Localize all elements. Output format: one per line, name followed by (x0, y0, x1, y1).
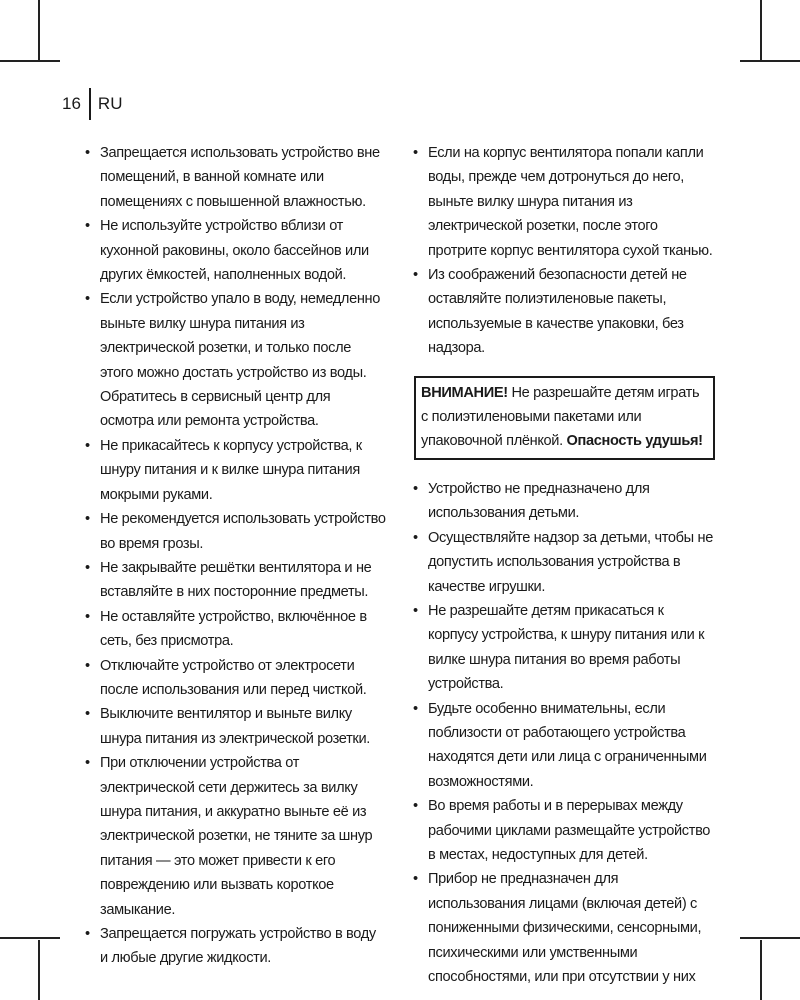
header-divider (89, 88, 91, 120)
crop-mark-top-right-horizontal (740, 60, 800, 62)
crop-mark-bottom-right-horizontal (740, 937, 800, 939)
warning-box (414, 376, 715, 460)
crop-mark-bottom-left (38, 940, 40, 1000)
right-bullet-list-top (412, 141, 715, 361)
list-item: • Из соображений безопасности детей не оставляйте полиэтиленовые пакеты, используемые в качестве упаковки, без надзора. (412, 263, 715, 361)
list-item: • Осуществляйте надзор за детьми, чтобы не допустить использования устройства в качестве игрушки. (412, 526, 715, 599)
crop-mark-bottom-left-horizontal (0, 937, 60, 939)
list-item: • Выключите вентилятор и выньте вилку шнура питания из электрической розетки. (84, 702, 387, 751)
list-item: • Если устройство упало в воду, немедленно выньте вилку шнура питания из электрической розетки, и только после этого можно достать устройство из воды. Обратитесь в сервисный центр для осмотра или ремонта устройства. (84, 287, 387, 433)
list-item: • Во время работы и в перерывах между рабочими циклами размещайте устройство в местах, недоступных для детей. (412, 794, 715, 867)
crop-mark-top-left (38, 0, 40, 60)
right-bullet-list-bottom (412, 477, 715, 990)
list-item: • Будьте особенно внимательны, если поблизости от работающего устройства находятся дети или лица с ограниченными возможностями. (412, 697, 715, 795)
list-item: • Запрещается использовать устройство вне помещений, в ванной комнате или помещениях с повышенной влажностью. (84, 141, 387, 214)
list-item: • Не закрывайте решётки вентилятора и не вставляйте в них посторонние предметы. (84, 556, 387, 605)
list-item: • Не рекомендуется использовать устройство во время грозы. (84, 507, 387, 556)
list-item: • Запрещается погружать устройство в воду и любые другие жидкости. (84, 922, 387, 971)
list-item: • Не прикасайтесь к корпусу устройства, к шнуру питания и к вилке шнура питания мокрыми руками. (84, 434, 387, 507)
crop-mark-top-right (760, 0, 762, 60)
list-item: • Устройство не предназначено для использования детьми. (412, 477, 715, 526)
list-item: • Отключайте устройство от электросети после использования или перед чисткой. (84, 654, 387, 703)
list-item: • Не разрешайте детям прикасаться к корпусу устройства, к шнуру питания или к вилке шнура питания во время работы устройства. (412, 599, 715, 697)
list-item: • Не оставляйте устройство, включённое в сеть, без присмотра. (84, 605, 387, 654)
warning-text: Не разрешайте детям играть с полиэтиленовыми пакетами или упаковочной плёнкой. (421, 384, 700, 450)
crop-mark-top-left-horizontal (0, 60, 60, 62)
list-item: • При отключении устройства от электрической сети держитесь за вилку шнура питания, и аккуратно выньте её из электрической розетки, не тяните за шнур питания — это может привести к его повреждению или вызвать короткое замыкание. (84, 751, 387, 922)
right-column (412, 141, 715, 989)
list-item: • Не используйте устройство вблизи от кухонной раковины, около бассейнов или других ёмкостей, наполненных водой. (84, 214, 387, 287)
warning-emphasis: Опасность удушья! (566, 433, 703, 450)
crop-mark-bottom-right (760, 940, 762, 1000)
left-column (84, 141, 387, 971)
language-code: RU (97, 94, 123, 113)
page-number: 16 (62, 94, 81, 113)
page-header (62, 88, 122, 120)
list-item: • Если на корпус вентилятора попали капли воды, прежде чем дотронуться до него, выньте вилку шнура питания из электрической розетки, после этого протрите корпус вентилятора сухой тканью. (412, 141, 715, 263)
warning-label: ВНИМАНИЕ! (421, 384, 508, 401)
list-item: • Прибор не предназначен для использования лицами (включая детей) с пониженными физическими, сенсорными, психическими или умственными способностями, или при отсутствии у них (412, 867, 715, 989)
left-bullet-list (84, 141, 387, 971)
